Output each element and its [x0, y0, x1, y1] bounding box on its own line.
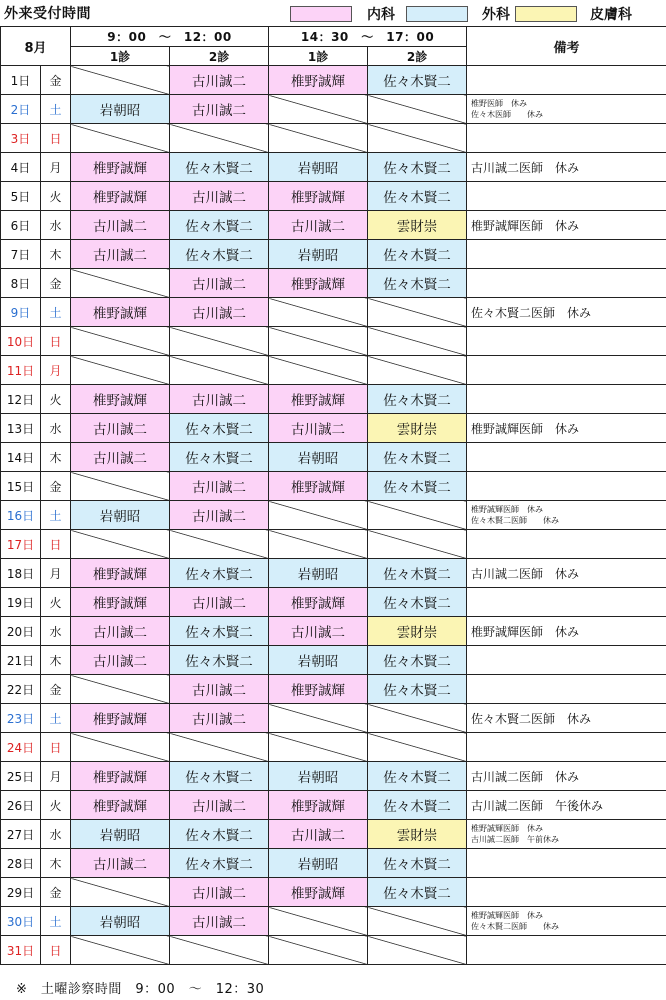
notes-cell [467, 704, 666, 733]
date-cell: 6日 [1, 211, 41, 240]
doctor-cell: 椎野誠輝 [71, 182, 170, 211]
doctor-cell: 岩朝昭 [269, 559, 368, 588]
closed-slot-cell [368, 936, 467, 965]
notes-cell [467, 414, 666, 443]
closed-slot-cell [269, 95, 368, 124]
doctor-cell: 佐々木賢二 [368, 762, 467, 791]
weekday-cell: 水 [41, 211, 71, 240]
weekday-cell: 金 [41, 675, 71, 704]
note-line: 古川誠二医師 休み [471, 769, 580, 784]
weekday-cell: 火 [41, 588, 71, 617]
doctor-cell: 佐々木賢二 [170, 617, 269, 646]
doctor-cell: 古川誠二 [170, 878, 269, 907]
doctor-cell: 椎野誠輝 [71, 298, 170, 327]
doctor-cell: 佐々木賢二 [368, 66, 467, 95]
doctor-cell: 佐々木賢二 [368, 791, 467, 820]
closed-slot-cell [269, 733, 368, 762]
doctor-cell: 佐々木賢二 [368, 646, 467, 675]
date-cell: 5日 [1, 182, 41, 211]
notes-cell [467, 124, 666, 153]
closed-slot-cell [269, 356, 368, 385]
date-cell: 10日 [1, 327, 41, 356]
weekday-cell: 土 [41, 501, 71, 530]
legend-geka-swatch [406, 6, 468, 22]
doctor-cell: 佐々木賢二 [170, 211, 269, 240]
doctor-cell: 椎野誠輝 [71, 588, 170, 617]
table-row [1, 414, 666, 443]
weekday-cell: 月 [41, 559, 71, 588]
closed-slot-cell [269, 907, 368, 936]
date-cell: 18日 [1, 559, 41, 588]
note-line: 佐々木医師 休み [471, 110, 544, 119]
table-row [1, 182, 666, 211]
schedule-table [0, 26, 666, 965]
weekday-cell: 日 [41, 530, 71, 559]
doctor-cell: 椎野誠輝 [71, 791, 170, 820]
table-row [1, 646, 666, 675]
date-cell: 1日 [1, 66, 41, 95]
doctor-cell: 古川誠二 [269, 211, 368, 240]
legend-hifu-swatch [515, 6, 577, 22]
table-row [1, 298, 666, 327]
doctor-cell: 古川誠二 [170, 182, 269, 211]
doctor-cell: 椎野誠輝 [269, 66, 368, 95]
closed-slot-cell [170, 530, 269, 559]
note-line: 椎野誠輝医師 休み [471, 911, 544, 920]
closed-slot-cell [71, 878, 170, 907]
closed-slot-cell [368, 95, 467, 124]
note-line: 椎野誠輝医師 休み [471, 218, 580, 233]
doctor-cell: 佐々木賢二 [368, 559, 467, 588]
notes-cell [467, 356, 666, 385]
doctor-cell: 佐々木賢二 [368, 153, 467, 182]
table-row [1, 733, 666, 762]
date-cell: 23日 [1, 704, 41, 733]
notes-cell [467, 327, 666, 356]
doctor-cell: 古川誠二 [170, 66, 269, 95]
closed-slot-cell [71, 66, 170, 95]
doctor-cell: 古川誠二 [170, 704, 269, 733]
note-line: 椎野誠輝医師 休み [471, 824, 544, 833]
closed-slot-cell [71, 269, 170, 298]
date-cell: 17日 [1, 530, 41, 559]
date-cell: 19日 [1, 588, 41, 617]
legend-geka-label: 外科 [482, 7, 510, 23]
closed-slot-cell [368, 733, 467, 762]
doctor-cell: 岩朝昭 [269, 240, 368, 269]
table-row [1, 675, 666, 704]
notes-cell [467, 617, 666, 646]
closed-slot-cell [368, 356, 467, 385]
doctor-cell: 古川誠二 [269, 414, 368, 443]
doctor-cell: 佐々木賢二 [170, 646, 269, 675]
doctor-cell: 雲財崇 [368, 414, 467, 443]
date-cell: 24日 [1, 733, 41, 762]
doctor-cell: 佐々木賢二 [170, 762, 269, 791]
doctor-cell: 古川誠二 [71, 849, 170, 878]
closed-slot-cell [170, 327, 269, 356]
doctor-cell: 佐々木賢二 [170, 443, 269, 472]
date-cell: 8日 [1, 269, 41, 298]
doctor-cell: 岩朝昭 [269, 849, 368, 878]
weekday-cell: 日 [41, 936, 71, 965]
closed-slot-cell [368, 124, 467, 153]
weekday-cell: 月 [41, 356, 71, 385]
notes-cell [467, 472, 666, 501]
weekday-cell: 火 [41, 182, 71, 211]
notes-cell [467, 240, 666, 269]
doctor-cell: 佐々木賢二 [368, 443, 467, 472]
doctor-cell: 古川誠二 [269, 820, 368, 849]
doctor-cell: 古川誠二 [71, 443, 170, 472]
doctor-cell: 岩朝昭 [269, 646, 368, 675]
doctor-cell: 佐々木賢二 [368, 878, 467, 907]
page-title: 外来受付時間 [4, 6, 91, 22]
notes-cell [467, 588, 666, 617]
doctor-cell: 雲財崇 [368, 617, 467, 646]
notes-cell [467, 269, 666, 298]
closed-slot-cell [269, 530, 368, 559]
weekday-cell: 木 [41, 240, 71, 269]
notes-cell [467, 646, 666, 675]
weekday-cell: 土 [41, 704, 71, 733]
doctor-cell: 佐々木賢二 [368, 240, 467, 269]
table-row [1, 472, 666, 501]
weekday-cell: 木 [41, 646, 71, 675]
weekday-cell: 木 [41, 443, 71, 472]
doctor-cell: 岩朝昭 [269, 153, 368, 182]
notes-cell [467, 298, 666, 327]
doctor-cell: 佐々木賢二 [170, 414, 269, 443]
closed-slot-cell [71, 675, 170, 704]
date-cell: 15日 [1, 472, 41, 501]
doctor-cell: 佐々木賢二 [368, 472, 467, 501]
header-bar [0, 0, 666, 26]
morning-slot1-header: 1診 [71, 47, 170, 66]
legend-naika-label: 内科 [367, 7, 395, 23]
doctor-cell: 佐々木賢二 [368, 385, 467, 414]
date-cell: 21日 [1, 646, 41, 675]
table-row [1, 443, 666, 472]
closed-slot-cell [269, 936, 368, 965]
closed-slot-cell [269, 124, 368, 153]
date-cell: 30日 [1, 907, 41, 936]
doctor-cell: 古川誠二 [170, 588, 269, 617]
doctor-cell: 古川誠二 [170, 791, 269, 820]
weekday-cell: 日 [41, 733, 71, 762]
doctor-cell: 椎野誠輝 [269, 472, 368, 501]
notes-cell [467, 443, 666, 472]
weekday-cell: 土 [41, 95, 71, 124]
date-cell: 12日 [1, 385, 41, 414]
month-header: 8月 [1, 27, 71, 66]
notes-cell [467, 849, 666, 878]
doctor-cell: 古川誠二 [71, 617, 170, 646]
closed-slot-cell [368, 530, 467, 559]
doctor-cell: 佐々木賢二 [170, 153, 269, 182]
legend-naika-swatch [290, 6, 352, 22]
date-cell: 7日 [1, 240, 41, 269]
doctor-cell: 佐々木賢二 [170, 559, 269, 588]
doctor-cell: 佐々木賢二 [368, 849, 467, 878]
note-line: 椎野誠輝医師 休み [471, 505, 544, 514]
date-cell: 16日 [1, 501, 41, 530]
notes-cell [467, 791, 666, 820]
doctor-cell: 古川誠二 [71, 240, 170, 269]
table-row [1, 240, 666, 269]
table-row [1, 95, 666, 124]
table-row [1, 530, 666, 559]
morning-slot2-header: 2診 [170, 47, 269, 66]
note-line: 佐々木賢二医師 休み [471, 711, 592, 726]
weekday-cell: 木 [41, 849, 71, 878]
doctor-cell: 岩朝昭 [71, 820, 170, 849]
note-line: 佐々木賢二医師 休み [471, 516, 560, 525]
notes-cell [467, 501, 666, 530]
notes-cell [467, 675, 666, 704]
closed-slot-cell [368, 907, 467, 936]
closed-slot-cell [368, 501, 467, 530]
table-row [1, 762, 666, 791]
date-cell: 9日 [1, 298, 41, 327]
closed-slot-cell [170, 733, 269, 762]
doctor-cell: 雲財崇 [368, 211, 467, 240]
notes-cell [467, 878, 666, 907]
date-cell: 11日 [1, 356, 41, 385]
notes-cell [467, 153, 666, 182]
note-line: 古川誠二医師 午後休み [471, 798, 604, 813]
doctor-cell: 佐々木賢二 [368, 182, 467, 211]
table-row [1, 849, 666, 878]
doctor-cell: 古川誠二 [170, 269, 269, 298]
doctor-cell: 椎野誠輝 [269, 588, 368, 617]
doctor-cell: 椎野誠輝 [269, 385, 368, 414]
doctor-cell: 椎野誠輝 [71, 762, 170, 791]
weekday-cell: 火 [41, 385, 71, 414]
doctor-cell: 佐々木賢二 [170, 820, 269, 849]
doctor-cell: 岩朝昭 [71, 95, 170, 124]
closed-slot-cell [71, 733, 170, 762]
date-cell: 25日 [1, 762, 41, 791]
doctor-cell: 古川誠二 [71, 414, 170, 443]
table-row [1, 356, 666, 385]
date-cell: 29日 [1, 878, 41, 907]
afternoon-slot2-header: 2診 [368, 47, 467, 66]
closed-slot-cell [170, 936, 269, 965]
date-cell: 26日 [1, 791, 41, 820]
notes-cell [467, 66, 666, 95]
doctor-cell: 古川誠二 [170, 385, 269, 414]
schedule-body [1, 66, 666, 965]
table-row [1, 617, 666, 646]
doctor-cell: 佐々木賢二 [368, 675, 467, 704]
legend-hifu-label: 皮膚科 [590, 7, 632, 23]
weekday-cell: 金 [41, 269, 71, 298]
notes-cell [467, 733, 666, 762]
notes-cell [467, 95, 666, 124]
weekday-cell: 金 [41, 472, 71, 501]
closed-slot-cell [269, 704, 368, 733]
date-cell: 28日 [1, 849, 41, 878]
date-cell: 3日 [1, 124, 41, 153]
table-row [1, 704, 666, 733]
closed-slot-cell [71, 327, 170, 356]
doctor-cell: 古川誠二 [269, 617, 368, 646]
doctor-cell: 椎野誠輝 [71, 704, 170, 733]
doctor-cell: 佐々木賢二 [170, 240, 269, 269]
closed-slot-cell [71, 356, 170, 385]
doctor-cell: 古川誠二 [170, 501, 269, 530]
doctor-cell: 椎野誠輝 [71, 385, 170, 414]
doctor-cell: 古川誠二 [71, 646, 170, 675]
doctor-cell: 佐々木賢二 [170, 849, 269, 878]
closed-slot-cell [170, 356, 269, 385]
doctor-cell: 岩朝昭 [71, 907, 170, 936]
doctor-cell: 椎野誠輝 [71, 559, 170, 588]
doctor-cell: 古川誠二 [71, 211, 170, 240]
note-line: 佐々木賢二医師 休み [471, 922, 560, 931]
date-cell: 14日 [1, 443, 41, 472]
date-cell: 13日 [1, 414, 41, 443]
doctor-cell: 古川誠二 [170, 472, 269, 501]
notes-cell [467, 182, 666, 211]
notes-cell [467, 936, 666, 965]
morning-time-header: 9：00 ～ 12：00 [71, 27, 269, 47]
doctor-cell: 古川誠二 [170, 907, 269, 936]
doctor-cell: 椎野誠輝 [269, 791, 368, 820]
table-row [1, 791, 666, 820]
date-cell: 4日 [1, 153, 41, 182]
closed-slot-cell [269, 501, 368, 530]
closed-slot-cell [269, 298, 368, 327]
date-cell: 20日 [1, 617, 41, 646]
notes-cell [467, 820, 666, 849]
weekday-cell: 水 [41, 820, 71, 849]
weekday-cell: 月 [41, 762, 71, 791]
date-cell: 2日 [1, 95, 41, 124]
note-line: 古川誠二医師 休み [471, 160, 580, 175]
table-row [1, 907, 666, 936]
table-row [1, 588, 666, 617]
doctor-cell: 椎野誠輝 [269, 878, 368, 907]
note-line: 椎野誠輝医師 休み [471, 421, 580, 436]
notes-cell [467, 907, 666, 936]
doctor-cell: 椎野誠輝 [269, 675, 368, 704]
table-row [1, 878, 666, 907]
weekday-cell: 土 [41, 907, 71, 936]
weekday-cell: 金 [41, 66, 71, 95]
note-line: 古川誠二医師 休み [471, 566, 580, 581]
closed-slot-cell [269, 327, 368, 356]
table-row [1, 124, 666, 153]
closed-slot-cell [170, 124, 269, 153]
doctor-cell: 佐々木賢二 [368, 588, 467, 617]
closed-slot-cell [71, 472, 170, 501]
afternoon-time-header: 14：30 ～ 17：00 [269, 27, 467, 47]
closed-slot-cell [71, 124, 170, 153]
closed-slot-cell [368, 704, 467, 733]
weekday-cell: 水 [41, 414, 71, 443]
date-cell: 27日 [1, 820, 41, 849]
weekday-cell: 月 [41, 153, 71, 182]
notes-cell [467, 559, 666, 588]
table-row [1, 327, 666, 356]
closed-slot-cell [368, 298, 467, 327]
table-row [1, 501, 666, 530]
closed-slot-cell [71, 530, 170, 559]
table-row [1, 936, 666, 965]
doctor-cell: 岩朝昭 [269, 443, 368, 472]
weekday-cell: 日 [41, 124, 71, 153]
closed-slot-cell [71, 936, 170, 965]
note-line: 椎野医師 休み [471, 99, 528, 108]
notes-header: 備考 [467, 27, 666, 66]
doctor-cell: 古川誠二 [170, 95, 269, 124]
doctor-cell: 古川誠二 [170, 675, 269, 704]
doctor-cell: 椎野誠輝 [71, 153, 170, 182]
afternoon-slot1-header: 1診 [269, 47, 368, 66]
table-row [1, 269, 666, 298]
doctor-cell: 雲財崇 [368, 820, 467, 849]
doctor-cell: 古川誠二 [170, 298, 269, 327]
weekday-cell: 火 [41, 791, 71, 820]
date-cell: 22日 [1, 675, 41, 704]
weekday-cell: 金 [41, 878, 71, 907]
notes-cell [467, 385, 666, 414]
notes-cell [467, 211, 666, 240]
table-row [1, 153, 666, 182]
note-line: 椎野誠輝医師 休み [471, 624, 580, 639]
notes-cell [467, 762, 666, 791]
weekday-cell: 水 [41, 617, 71, 646]
weekday-cell: 日 [41, 327, 71, 356]
doctor-cell: 岩朝昭 [269, 762, 368, 791]
table-row [1, 66, 666, 95]
closed-slot-cell [368, 327, 467, 356]
weekday-cell: 土 [41, 298, 71, 327]
table-row [1, 385, 666, 414]
table-row [1, 820, 666, 849]
doctor-cell: 椎野誠輝 [269, 269, 368, 298]
doctor-cell: 椎野誠輝 [269, 182, 368, 211]
doctor-cell: 岩朝昭 [71, 501, 170, 530]
date-cell: 31日 [1, 936, 41, 965]
table-row [1, 211, 666, 240]
footnote: ※ 土曜診察時間 9：00 ～ 12：30 [16, 982, 265, 997]
note-line: 佐々木賢二医師 休み [471, 305, 592, 320]
note-line: 古川誠二医師 午前休み [471, 835, 560, 844]
table-row [1, 559, 666, 588]
notes-cell [467, 530, 666, 559]
doctor-cell: 佐々木賢二 [368, 269, 467, 298]
